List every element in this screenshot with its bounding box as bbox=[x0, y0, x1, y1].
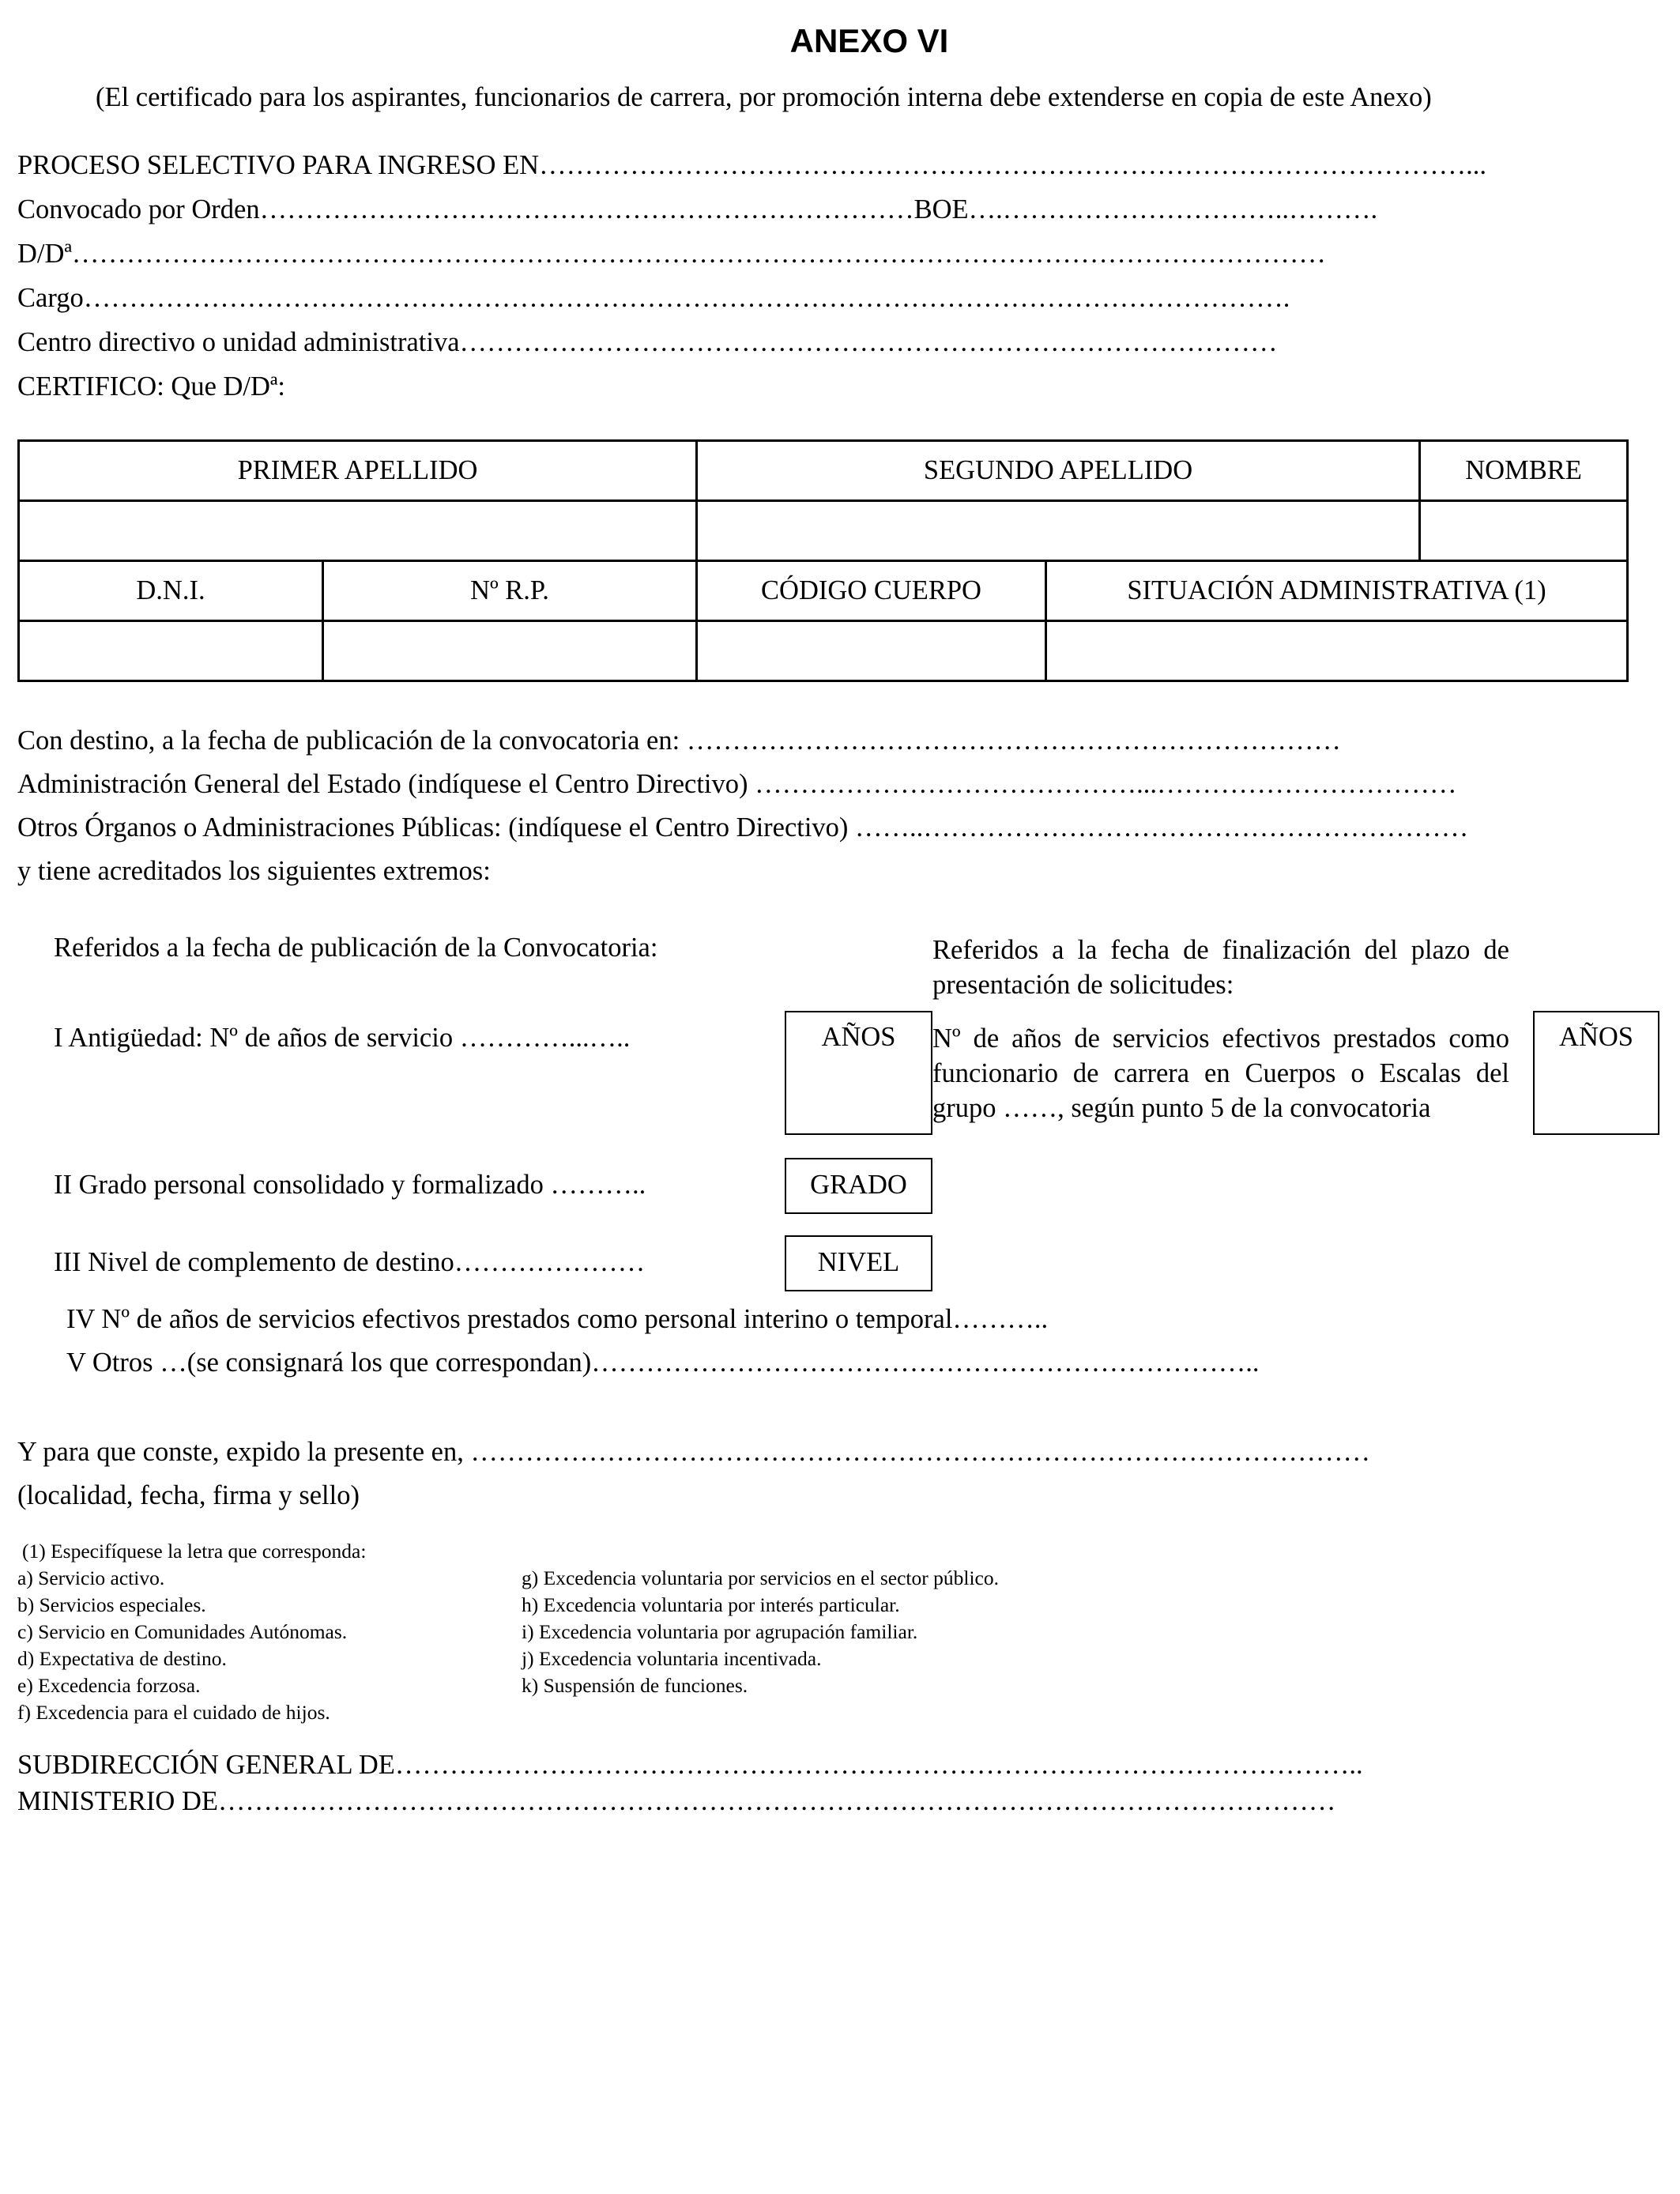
nivel-box[interactable]: NIVEL bbox=[785, 1235, 932, 1291]
antiguedad-label: I Antigüedad: Nº de años de servicio …………...….. bbox=[54, 1023, 631, 1053]
left-column-heading: Referidos a la fecha de publicación de la Convocatoria: bbox=[54, 933, 658, 963]
convocado-por-orden-field[interactable]: Convocado por Orden………………………………………………………………BOE….…………………………..………. bbox=[17, 194, 1378, 224]
codigo-cuerpo-input[interactable] bbox=[697, 621, 1046, 681]
note-k: k) Suspensión de funciones. bbox=[522, 1674, 748, 1697]
cargo-field[interactable]: Cargo……………………………………………………………………………………………………………………. bbox=[17, 283, 1290, 313]
segundo-apellido-header: SEGUNDO APELLIDO bbox=[697, 441, 1420, 501]
identity-table bbox=[17, 439, 1629, 682]
dd-field[interactable]: D/Dª………………………………………………………………………………………………………………………… bbox=[17, 239, 1326, 269]
note-f: f) Excedencia para el cuidado de hijos. bbox=[17, 1701, 330, 1724]
nombre-header: NOMBRE bbox=[1420, 441, 1628, 501]
situacion-administrativa-header: SITUACIÓN ADMINISTRATIVA (1) bbox=[1046, 561, 1628, 621]
extremos-intro: y tiene acreditados los siguientes extremos: bbox=[17, 856, 491, 886]
nivel-label: III Nivel de complemento de destino………………… bbox=[54, 1247, 646, 1277]
nrp-input[interactable] bbox=[323, 621, 697, 681]
note-c: c) Servicio en Comunidades Autónomas. bbox=[17, 1620, 348, 1643]
situacion-administrativa-input[interactable] bbox=[1046, 621, 1628, 681]
nombre-input[interactable] bbox=[1420, 501, 1628, 561]
codigo-cuerpo-header: CÓDIGO CUERPO bbox=[697, 561, 1046, 621]
administracion-general-field[interactable]: Administración General del Estado (indíquese el Centro Directivo) ……………………………………...…………………………… bbox=[17, 769, 1457, 799]
note-g: g) Excedencia voluntaria por servicios en el sector público. bbox=[522, 1566, 999, 1589]
anos-right-box[interactable]: AÑOS bbox=[1533, 1011, 1659, 1135]
dni-input[interactable] bbox=[19, 621, 323, 681]
note-d: d) Expectativa de destino. bbox=[17, 1647, 227, 1670]
ministerio-field[interactable]: MINISTERIO DE…………………………………………………………………………………………………………… bbox=[17, 1786, 1336, 1816]
document-title: ANEXO VI bbox=[789, 22, 949, 59]
note-j: j) Excedencia voluntaria incentivada. bbox=[522, 1647, 822, 1670]
otros-organos-field[interactable]: Otros Órganos o Administraciones Públicas: (indíquese el Centro Directivo) ……..…………………………………………………… bbox=[17, 812, 1469, 843]
dni-header: D.N.I. bbox=[19, 561, 323, 621]
notes-heading: (1) Especifíquese la letra que corresponda: bbox=[22, 1540, 367, 1563]
subdireccion-field[interactable]: SUBDIRECCIÓN GENERAL DE…………………………………………………………………………………………….. bbox=[17, 1750, 1363, 1780]
certifico-label: CERTIFICO: Que D/Dª: bbox=[17, 371, 286, 401]
destino-field[interactable]: Con destino, a la fecha de publicación de la convocatoria en: ……………………………………………………………… bbox=[17, 726, 1341, 756]
localidad-fecha-label: (localidad, fecha, firma y sello) bbox=[17, 1480, 360, 1510]
primer-apellido-input[interactable] bbox=[19, 501, 697, 561]
grado-box[interactable]: GRADO bbox=[785, 1158, 932, 1214]
note-i: i) Excedencia voluntaria por agrupación familiar. bbox=[522, 1620, 918, 1643]
document-subtitle: (El certificado para los aspirantes, funcionarios de carrera, por promoción interna debe extenderse en copia de este Anexo) bbox=[96, 82, 1432, 112]
anos-box[interactable]: AÑOS bbox=[785, 1011, 932, 1135]
interino-field[interactable]: IV Nº de años de servicios efectivos prestados como personal interino o temporal……….. bbox=[66, 1304, 1049, 1334]
right-column-heading: Referidos a la fecha de finalización del plazo de presentación de solicitudes: bbox=[932, 935, 1509, 1000]
grado-label: II Grado personal consolidado y formalizado ……….. bbox=[54, 1170, 646, 1200]
note-e: e) Excedencia forzosa. bbox=[17, 1674, 201, 1697]
centro-directivo-field[interactable]: Centro directivo o unidad administrativa……………………………………………………………………………… bbox=[17, 327, 1278, 357]
segundo-apellido-input[interactable] bbox=[697, 501, 1420, 561]
servicios-efectivos-text: Nº de años de servicios efectivos prestados como funcionario de carrera en Cuerpos o Escalas del grupo ……, según punto 5 de la convocatoria bbox=[932, 1023, 1509, 1123]
nrp-header: Nº R.P. bbox=[323, 561, 697, 621]
expido-field[interactable]: Y para que conste, expido la presente en, ……………………………………………………………………………………… bbox=[17, 1437, 1370, 1467]
note-a: a) Servicio activo. bbox=[17, 1566, 165, 1589]
otros-field[interactable]: V Otros …(se consignará los que correspondan)……………………………………………………………….. bbox=[66, 1348, 1260, 1378]
note-h: h) Excedencia voluntaria por interés particular. bbox=[522, 1593, 900, 1616]
primer-apellido-header: PRIMER APELLIDO bbox=[19, 441, 697, 501]
note-b: b) Servicios especiales. bbox=[17, 1593, 206, 1616]
proceso-selectivo-field[interactable]: PROCESO SELECTIVO PARA INGRESO EN…………………………………………………………………………………………... bbox=[17, 150, 1486, 180]
